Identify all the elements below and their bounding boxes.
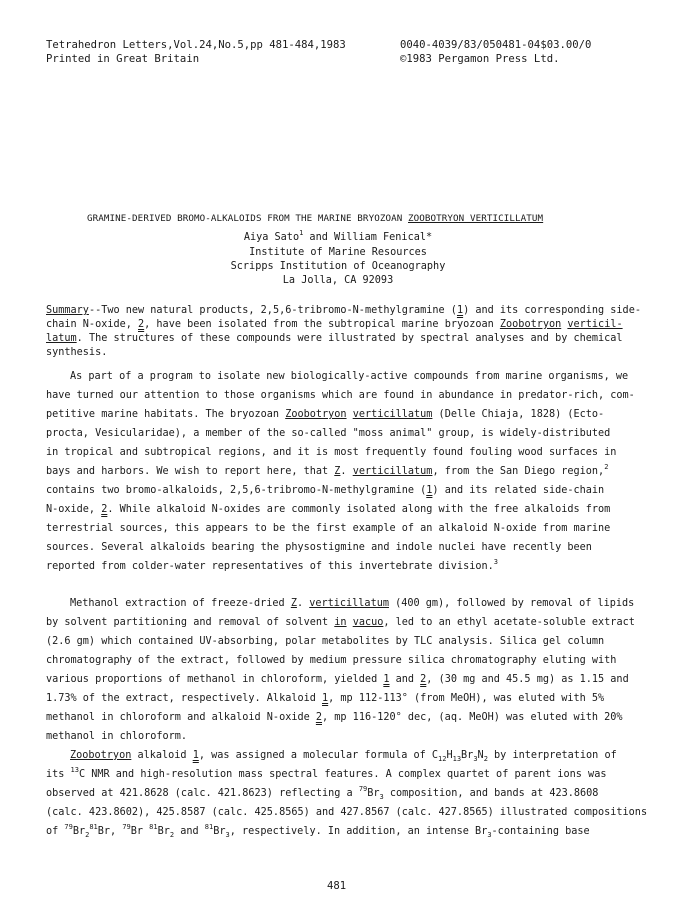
- body-line: [70, 597, 634, 610]
- text: and: [389, 674, 421, 685]
- body-line: [46, 560, 498, 573]
- printed-location: Printed in Great Britain: [46, 53, 200, 65]
- compound-ref: 1: [322, 693, 329, 704]
- text: ) and its related side-chain: [432, 485, 605, 496]
- text: Br: [72, 826, 86, 837]
- compound-ref: 1: [383, 674, 390, 685]
- summary-text: , have been isolated from the subtropical marine bryozoan: [144, 319, 500, 330]
- copyright-notice: ©1983 Pergamon Press Ltd.: [400, 53, 560, 65]
- footnote-mark-2: 2: [604, 463, 609, 471]
- body-line: [46, 825, 590, 838]
- text: , led to an ethyl acetate-soluble extract: [383, 617, 635, 628]
- footnote-mark-1: 1: [299, 229, 304, 237]
- body-line: (2.6 gm) which contained UV-absorbing, polar metabolites by TLC analysis. Silica gel column: [46, 636, 605, 647]
- body-line: [46, 503, 610, 516]
- compound-ref: 2: [315, 712, 323, 723]
- body-line: (calc. 423.8602), 425.8587 (calc. 425.8565) and 427.8567 (calc. 427.8565) illustrated compositions: [46, 807, 648, 818]
- formula-subscript: 2: [483, 755, 488, 763]
- text: petitive marine habitats. The bryozoan: [46, 409, 286, 420]
- text: composition, and bands at 423.8608: [383, 788, 599, 799]
- body-line: [46, 408, 604, 421]
- text: , mp 116-120° dec, (aq. MeOH) was eluted with 20%: [322, 712, 623, 723]
- summary-line-3: [46, 332, 623, 345]
- text: bays and harbors. We wish to report here, that: [46, 466, 335, 477]
- text: , from the San Diego region,: [432, 466, 605, 477]
- body-line: [46, 673, 629, 686]
- compound-ref: 2: [101, 504, 108, 515]
- body-line: [46, 711, 623, 724]
- affiliation-location: La Jolla, CA 92093: [282, 275, 394, 286]
- text: N-oxide,: [46, 504, 102, 515]
- summary-line-4: synthesis.: [46, 347, 108, 358]
- text: C NMR and high-resolution mass spectral features. A complex quartet of parent ions was: [78, 769, 607, 780]
- affiliation-scripps: Scripps Institution of Oceanography: [230, 261, 446, 272]
- affiliation-institute: Institute of Marine Resources: [249, 247, 427, 258]
- text: Methanol extraction of freeze-dried: [70, 598, 291, 609]
- text: and: [174, 826, 205, 837]
- body-line: As part of a program to isolate new biologically-active compounds from marine organisms, we: [70, 371, 629, 382]
- isotope-superscript: 81: [89, 823, 98, 831]
- isotope-superscript: 79: [358, 785, 368, 793]
- isotope-superscript: 13: [70, 766, 79, 774]
- species-name: Zoobotryon: [499, 319, 562, 330]
- author-fenical: and William Fenical*: [303, 232, 433, 243]
- text: .: [340, 466, 353, 477]
- footnote-mark-3: 3: [493, 558, 498, 566]
- text: of: [46, 826, 65, 837]
- isotope-superscript: 81: [149, 823, 158, 831]
- body-line: [46, 484, 604, 497]
- page-number: 481: [327, 880, 347, 892]
- formula-element: H: [446, 750, 453, 761]
- compound-ref: 1: [456, 305, 464, 316]
- text: Br: [213, 826, 226, 837]
- text: .: [296, 598, 310, 609]
- species-name: verticillatum: [352, 409, 433, 420]
- text: alkaloid: [131, 750, 193, 761]
- species-name: verticillatum: [309, 598, 389, 609]
- compound-ref: 2: [138, 319, 145, 330]
- article-code: 0040-4039/83/050481-04$03.00/0: [400, 39, 592, 51]
- formula-subscript: 3: [487, 831, 492, 839]
- body-line: chromatography of the extract, followed by medium pressure silica chromatography eluting with: [46, 655, 617, 666]
- formula-subscript: 3: [225, 831, 230, 839]
- isotope-superscript: 81: [204, 823, 214, 831]
- isotope-superscript: 79: [64, 823, 73, 831]
- text: contains two bromo-alkaloids, 2,5,6-tribromo-N-methylgramine (: [46, 485, 427, 496]
- title-text: GRAMINE-DERIVED BROMO-ALKALOIDS FROM THE MARINE BRYOZOAN: [87, 213, 408, 224]
- text: 1.73% of the extract, respectively. Alkaloid: [46, 693, 323, 704]
- body-line: procta, Vesicularidae), a member of the so-called "moss animal" group, is widely-distributed: [46, 428, 611, 439]
- text: (400 gm), followed by removal of lipids: [388, 598, 635, 609]
- compound-ref: 1: [192, 750, 199, 761]
- summary-line-2: [46, 318, 623, 331]
- author-sato: Aiya Sato: [243, 232, 300, 243]
- formula-subscript: 12: [438, 755, 447, 763]
- text: methanol in chloroform and alkaloid N-oxide: [46, 712, 316, 723]
- journal-citation: Tetrahedron Letters,Vol.24,No.5,pp 481-484,1983: [46, 39, 346, 51]
- body-line: have turned our attention to those organisms which are found in abundance in predator-rich, com-: [46, 390, 635, 401]
- formula-subscript: 3: [379, 793, 384, 801]
- body-line: terrestrial sources, this appears to be the first example of an alkaloid N-oxide from marine: [46, 523, 611, 534]
- text: observed at 421.8628 (calc. 421.8623) reflecting a: [46, 788, 359, 799]
- formula-subscript: 2: [169, 831, 175, 839]
- body-line: sources. Several alkaloids bearing the physostigmine and indole nuclei have recently been: [46, 542, 592, 553]
- compound-ref: 2: [420, 674, 427, 685]
- compound-ref: 1: [426, 485, 433, 496]
- author-line: [0, 231, 676, 244]
- text: reported from colder-water representatives of this invertebrate division.: [46, 561, 494, 572]
- formula-element: Br: [461, 750, 474, 761]
- species-name: Zoobotryon: [285, 409, 347, 420]
- summary-label: Summary: [46, 305, 89, 316]
- body-line: methanol in chloroform.: [46, 731, 188, 742]
- formula-subscript: 3: [473, 755, 478, 763]
- text: Br,: [97, 826, 123, 837]
- formula-subscript: 2: [85, 831, 90, 839]
- genus-abbrev: Z: [290, 598, 297, 609]
- text: its: [46, 769, 71, 780]
- body-line: [46, 768, 606, 781]
- body-line: [46, 787, 598, 800]
- summary-line-1: [46, 304, 641, 317]
- article-title: [87, 213, 543, 225]
- latin-phrase: vacuo: [352, 617, 384, 628]
- body-line: [46, 616, 635, 629]
- summary-text: chain N-oxide,: [46, 319, 139, 330]
- body-line: [46, 465, 608, 478]
- body-line: in tropical and subtropical regions, and it is most frequently found fouling wood surfaces in: [46, 447, 617, 458]
- title-species: ZOOBOTRYON VERTICILLATUM: [408, 213, 544, 224]
- formula-element: N: [477, 750, 484, 761]
- genus-abbrev: Z: [334, 466, 341, 477]
- species-name: latum: [46, 333, 77, 344]
- text: Br: [367, 788, 380, 799]
- body-line: [46, 692, 604, 705]
- isotope-superscript: 79: [122, 823, 131, 831]
- formula-subscript: 13: [452, 755, 462, 763]
- text: , was assigned a molecular formula of C: [198, 750, 439, 761]
- summary-text: ) and its corresponding side-: [463, 305, 641, 316]
- body-line: [70, 749, 617, 762]
- summary-text: . The structures of these compounds were illustrated by spectral analyses and by chemical: [76, 333, 623, 344]
- latin-phrase: in: [334, 617, 347, 628]
- text: -containing base: [491, 826, 590, 837]
- text: , mp 112-113° (from MeOH), was eluted with 5%: [328, 693, 605, 704]
- genus-name: Zoobotryon: [70, 750, 132, 761]
- text: Br: [157, 826, 170, 837]
- species-name: verticillatum: [352, 466, 433, 477]
- text: by interpretation of: [487, 750, 617, 761]
- text: , (30 mg and 45.5 mg) as 1.15 and: [426, 674, 629, 685]
- text: Br: [130, 826, 150, 837]
- summary-text: --Two new natural products, 2,5,6-tribromo-N-methylgramine (: [88, 305, 457, 316]
- text: . While alkaloid N-oxides are commonly isolated along with the free alkaloids from: [107, 504, 611, 515]
- text: , respectively. In addition, an intense Br: [229, 826, 488, 837]
- text: various proportions of methanol in chloroform, yielded: [46, 674, 384, 685]
- species-name: verticil-: [567, 319, 623, 330]
- text: (Delle Chiaja, 1828) (Ecto-: [432, 409, 605, 420]
- text: by solvent partitioning and removal of solvent: [46, 617, 335, 628]
